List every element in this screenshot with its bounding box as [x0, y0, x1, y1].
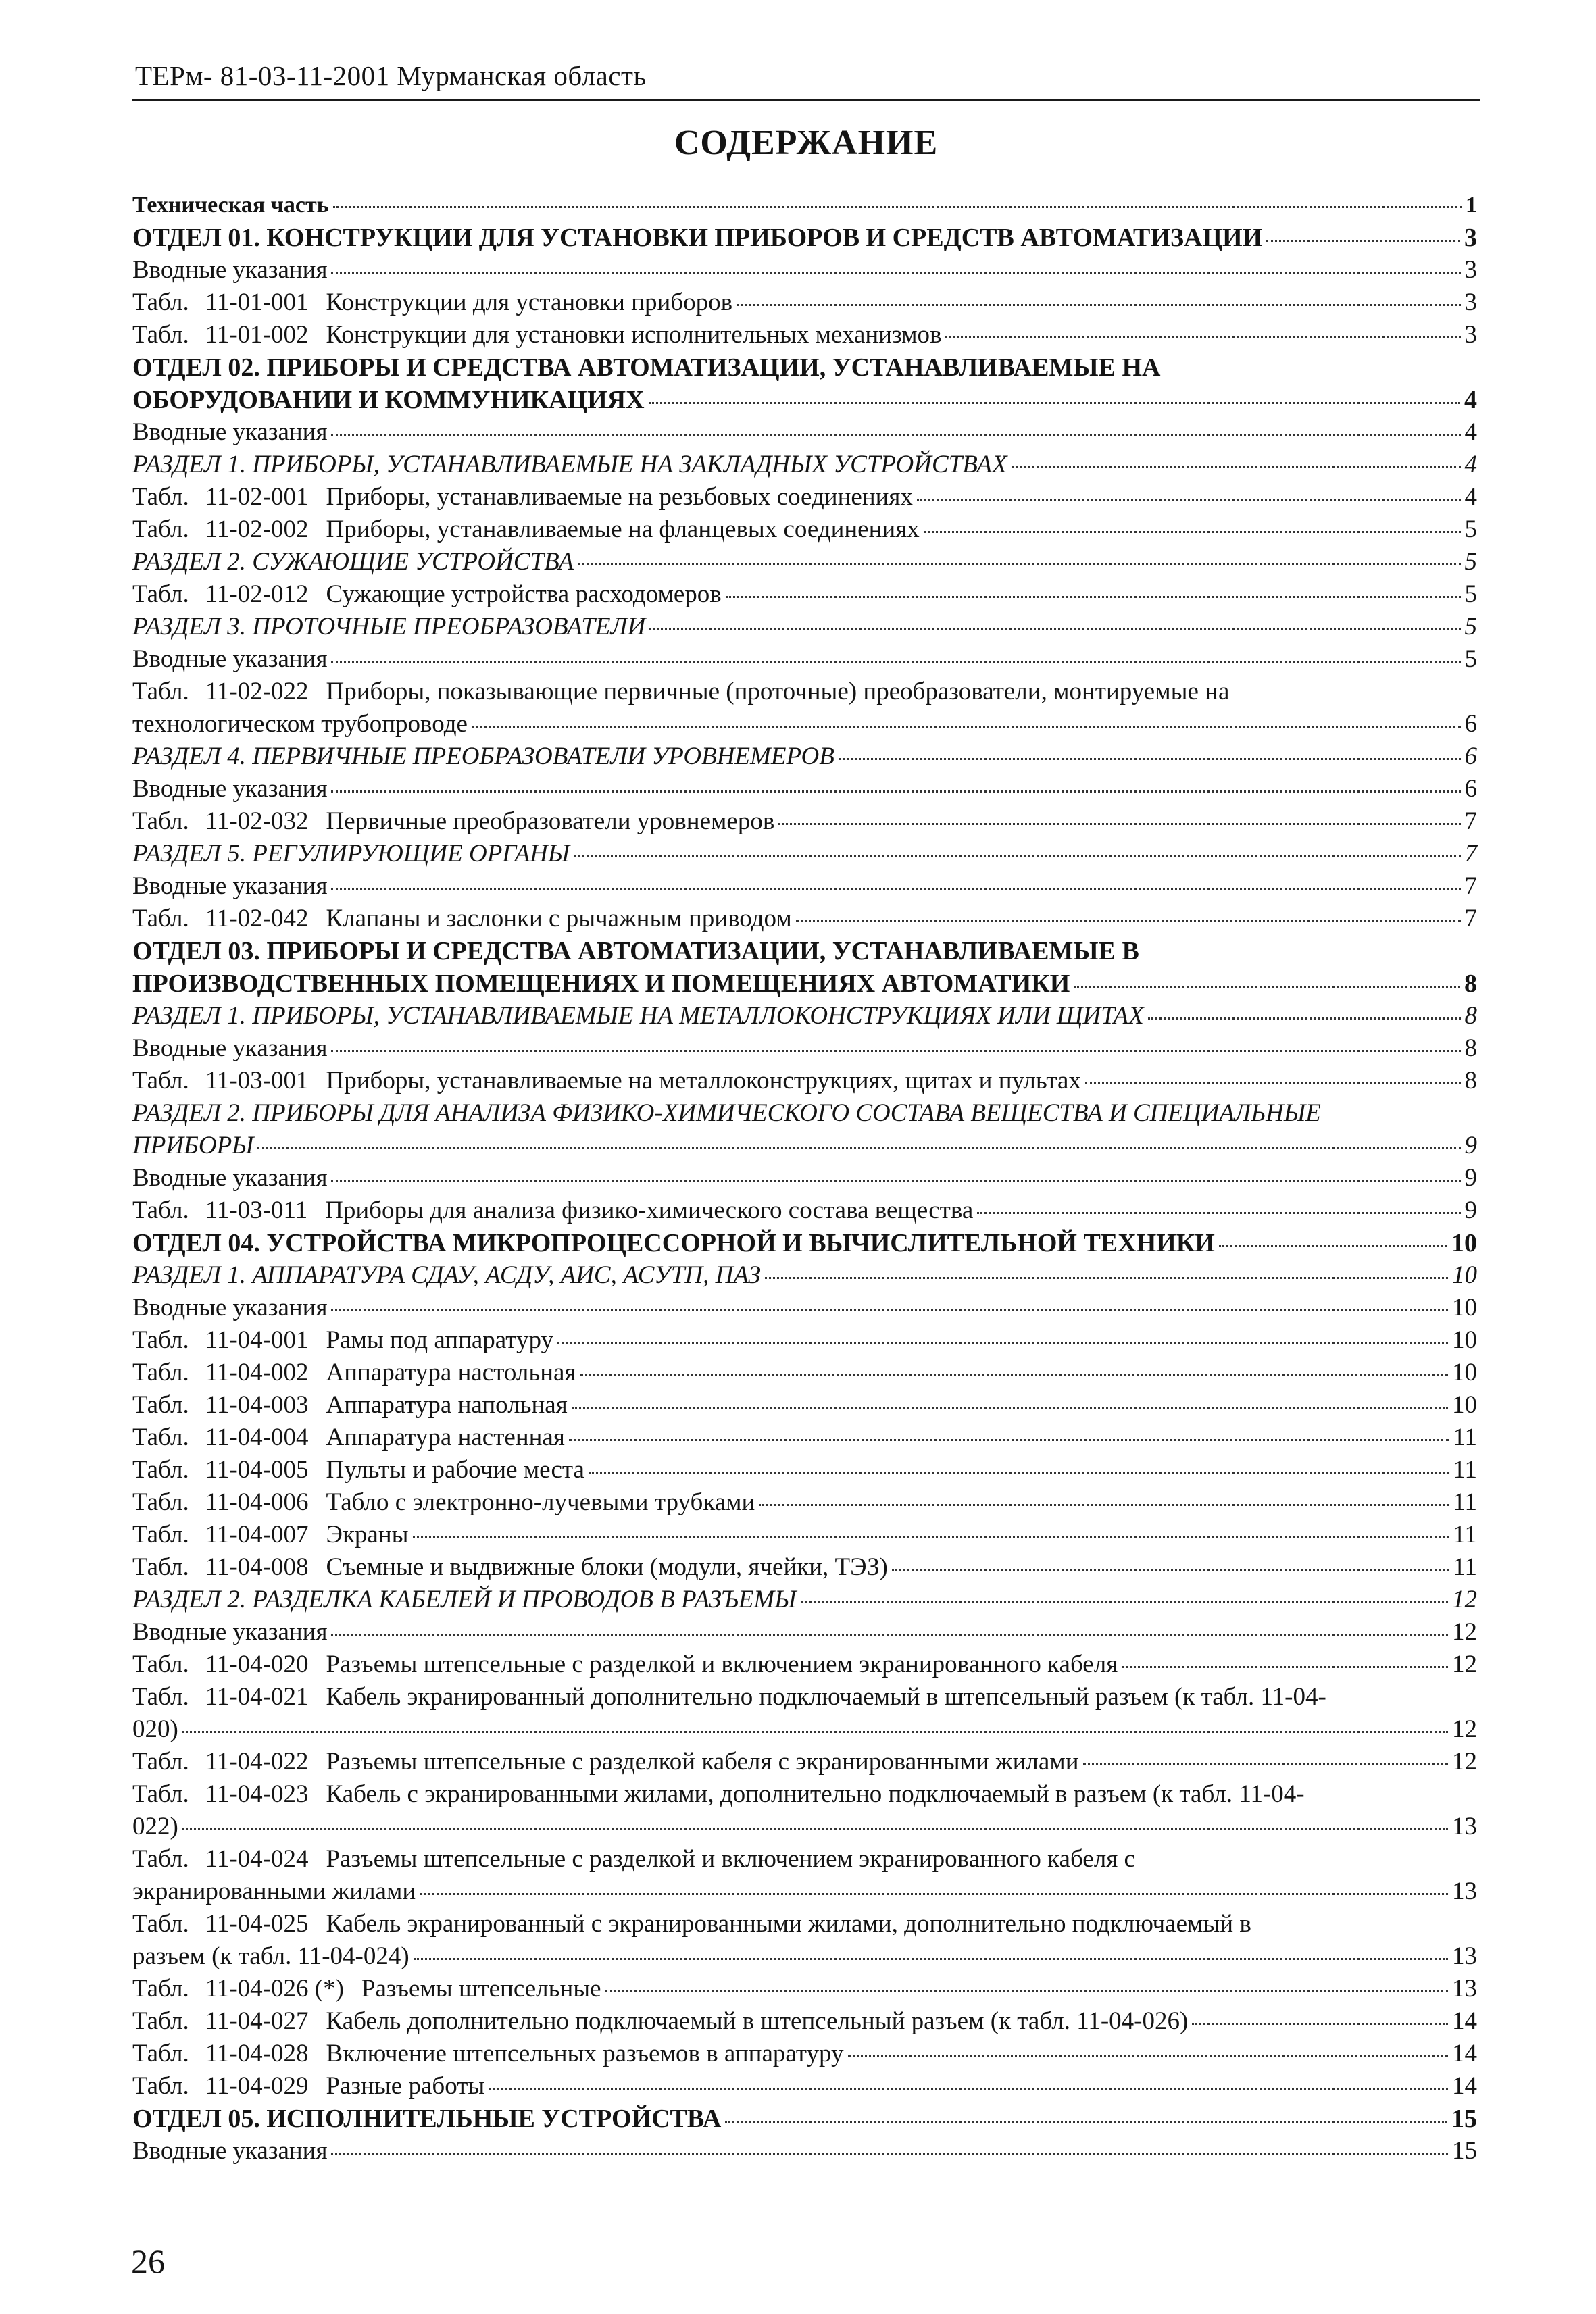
page-ref: 10 [1452, 1294, 1477, 1322]
toc-entry [132, 870, 1477, 903]
toc-entry [132, 1908, 1477, 1973]
dot-leader [1266, 240, 1460, 242]
dot-leader [331, 1050, 1460, 1052]
entry-title: РАЗДЕЛ 5. РЕГУЛИРУЮЩИЕ ОРГАНЫ [132, 840, 570, 867]
dot-leader [331, 1180, 1460, 1182]
page-ref: 7 [1464, 807, 1477, 835]
table-code: 11-02-022 [205, 678, 309, 705]
table-code: 11-04-006 [205, 1488, 309, 1516]
page-ref: 14 [1452, 2007, 1477, 2035]
table-prefix: Табл. [132, 483, 189, 511]
entry-title: Аппаратура настольная [326, 1359, 576, 1386]
page-ref: 13 [1452, 1878, 1477, 1905]
table-prefix: Табл. [132, 1391, 189, 1419]
table-prefix: Табл. [132, 1910, 189, 1938]
entry-title: Вводные указания [132, 418, 328, 446]
entry-continuation: ОБОРУДОВАНИИ И КОММУНИКАЦИЯХ [132, 386, 645, 414]
dot-leader [333, 206, 1462, 208]
entry-title: Вводные указания [132, 645, 328, 673]
toc-entry [132, 1584, 1477, 1616]
dot-leader [557, 1342, 1448, 1344]
dot-leader [580, 1374, 1449, 1376]
toc-entry [132, 1519, 1477, 1551]
entry-title: Вводные указания [132, 872, 328, 900]
entry-title: Разъемы штепсельные с разделкой и включением экранированного кабеля с [326, 1845, 1135, 1873]
dot-leader [331, 272, 1460, 274]
table-code: 11-04-021 [205, 1683, 309, 1711]
dot-leader [257, 1147, 1460, 1149]
entry-title: Съемные и выдвижные блоки (модули, ячейки, ТЭЗ) [326, 1553, 888, 1581]
dot-leader [1083, 1763, 1448, 1765]
dot-leader [796, 920, 1461, 922]
document-header: ТЕРм- 81-03-11-2001 Мурманская область [135, 60, 647, 91]
dot-leader [1122, 1666, 1448, 1668]
toc-entry [132, 2005, 1477, 2038]
toc-entry [132, 189, 1477, 222]
table-code: 11-04-024 [205, 1845, 309, 1873]
table-prefix: Табл. [132, 515, 189, 543]
table-code: 11-04-020 [205, 1651, 309, 1678]
dot-leader [892, 1569, 1449, 1571]
table-code: 11-01-002 [205, 321, 309, 349]
entry-title: РАЗДЕЛ 2. РАЗДЕЛКА КАБЕЛЕЙ И ПРОВОДОВ В РАЗЪЕМЫ [132, 1586, 797, 1613]
dot-leader [726, 596, 1461, 598]
page-ref: 10 [1452, 1359, 1477, 1386]
toc-entry [132, 1065, 1477, 1097]
entry-title: Первичные преобразователи уровнемеров [326, 807, 775, 835]
toc-entry [132, 935, 1477, 1000]
toc-entry [132, 2070, 1477, 2103]
dot-leader [649, 628, 1460, 630]
dot-leader [420, 1893, 1448, 1895]
page-ref: 9 [1464, 1164, 1477, 1192]
table-prefix: Табл. [132, 2072, 189, 2100]
page-ref: 15 [1451, 2105, 1477, 2133]
entry-title: Конструкции для установки исполнительных механизмов [326, 321, 942, 349]
toc-entry [132, 838, 1477, 870]
page-ref: 3 [1464, 256, 1477, 284]
page-ref: 10 [1452, 1326, 1477, 1354]
entry-title: Клапаны и заслонки с рычажным приводом [326, 905, 792, 932]
page-ref: 5 [1464, 580, 1477, 608]
table-prefix: Табл. [132, 321, 189, 349]
table-code: 11-04-022 [205, 1748, 309, 1776]
page-ref: 12 [1452, 1715, 1477, 1743]
toc-entry [132, 740, 1477, 773]
toc-entry [132, 319, 1477, 351]
toc-entry [132, 611, 1477, 643]
table-code: 11-04-003 [205, 1391, 309, 1419]
entry-title: Вводные указания [132, 775, 328, 803]
table-prefix: Табл. [132, 2007, 189, 2035]
entry-title: Техническая часть [132, 193, 329, 218]
entry-title: Приборы, устанавливаемые на металлоконструкциях, щитах и пультах [326, 1067, 1081, 1095]
dot-leader [917, 499, 1461, 501]
entry-title: Разъемы штепсельные [361, 1975, 601, 2003]
page-ref: 12 [1452, 1586, 1477, 1613]
dot-leader [1148, 1017, 1461, 1020]
toc-entry [132, 1000, 1477, 1032]
entry-title: Разъемы штепсельные с разделкой кабеля с экранированными жилами [326, 1748, 1079, 1776]
toc-entry [132, 1486, 1477, 1519]
entry-title: Вводные указания [132, 256, 328, 284]
entry-title: Разные работы [326, 2072, 485, 2100]
entry-title: Приборы для анализа физико-химического состава вещества [325, 1197, 974, 1224]
page-title: СОДЕРЖАНИЕ [674, 124, 939, 162]
entry-title: Кабель экранированный дополнительно подключаемый в штепсельный разъем (к табл. 11-04- [326, 1683, 1326, 1711]
page-ref: 10 [1451, 1229, 1477, 1257]
entry-continuation: экранированными жилами [132, 1878, 416, 1905]
toc-entry [132, 1973, 1477, 2005]
toc-entry [132, 1681, 1477, 1746]
dot-leader [182, 1828, 1448, 1830]
toc-entry [132, 1032, 1477, 1065]
entry-title: Кабель с экранированными жилами, дополнительно подключаемый в разъем (к табл. 11-04- [326, 1780, 1305, 1808]
table-prefix: Табл. [132, 1424, 189, 1451]
entry-title: Аппаратура настенная [326, 1424, 565, 1451]
toc-entry [132, 903, 1477, 935]
page-ref: 15 [1452, 2137, 1477, 2165]
dot-leader [182, 1731, 1448, 1733]
table-code: 11-04-007 [205, 1521, 309, 1549]
toc-entry [132, 1616, 1477, 1649]
page-ref: 6 [1464, 775, 1477, 803]
page-ref: 11 [1453, 1424, 1477, 1451]
table-prefix: Табл. [132, 1197, 189, 1224]
table-prefix: Табл. [132, 1845, 189, 1873]
entry-title: Кабель дополнительно подключаемый в штепсельный разъем (к табл. 11-04-026) [326, 2007, 1189, 2035]
dot-leader [331, 1309, 1448, 1311]
page-ref: 5 [1464, 515, 1477, 543]
table-code: 11-04-004 [205, 1424, 309, 1451]
entry-title: РАЗДЕЛ 2. СУЖАЮЩИЕ УСТРОЙСТВА [132, 548, 574, 576]
entry-title: Рамы под аппаратуру [326, 1326, 553, 1354]
toc-entry [132, 286, 1477, 319]
table-prefix: Табл. [132, 807, 189, 835]
toc-entry [132, 1422, 1477, 1454]
entry-title: Вводные указания [132, 1164, 328, 1192]
header-rule [132, 99, 1480, 101]
table-code: 11-02-012 [205, 580, 309, 608]
toc-entry [132, 676, 1477, 740]
table-prefix: Табл. [132, 288, 189, 316]
entry-title: Табло с электронно-лучевыми трубками [326, 1488, 755, 1516]
entry-title: Пульты и рабочие места [326, 1456, 584, 1484]
toc-entry [132, 1843, 1477, 1908]
entry-title: РАЗДЕЛ 1. АППАРАТУРА СДАУ, АСДУ, АИС, АСУТП, ПАЗ [132, 1261, 761, 1289]
page-ref: 12 [1452, 1651, 1477, 1678]
dot-leader [472, 726, 1461, 728]
table-code: 11-04-005 [205, 1456, 309, 1484]
toc-entry [132, 449, 1477, 481]
table-code: 11-02-032 [205, 807, 309, 835]
page-ref: 7 [1464, 905, 1477, 932]
page-ref: 5 [1464, 645, 1477, 673]
table-code: 11-01-001 [205, 288, 309, 316]
page-ref: 8 [1464, 1034, 1477, 1062]
table-code: 11-02-002 [205, 515, 309, 543]
page-ref: 8 [1464, 970, 1477, 998]
page-ref: 7 [1464, 840, 1477, 867]
dot-leader [413, 1536, 1449, 1538]
page-ref: 10 [1452, 1261, 1477, 1289]
dot-leader [489, 2088, 1448, 2090]
page-ref: 12 [1452, 1748, 1477, 1776]
page-ref: 8 [1464, 1067, 1477, 1095]
dot-leader [331, 1634, 1448, 1636]
toc-entry [132, 2038, 1477, 2070]
toc-entry [132, 773, 1477, 805]
page-ref: 8 [1464, 1002, 1477, 1030]
toc-entry [132, 1454, 1477, 1486]
table-code: 11-04-023 [205, 1780, 309, 1808]
entry-title: ОТДЕЛ 05. ИСПОЛНИТЕЛЬНЫЕ УСТРОЙСТВА [132, 2105, 722, 2133]
dot-leader [572, 1407, 1448, 1409]
page-ref: 13 [1452, 1975, 1477, 2003]
dot-leader [1012, 466, 1461, 468]
dot-leader [605, 1990, 1448, 1992]
table-code: 11-04-026 (*) [205, 1975, 344, 2003]
table-code: 11-03-011 [205, 1197, 308, 1224]
table-prefix: Табл. [132, 1521, 189, 1549]
dot-leader [725, 2121, 1447, 2123]
dot-leader [801, 1601, 1449, 1603]
page-ref: 10 [1452, 1391, 1477, 1419]
page-ref: 14 [1452, 2072, 1477, 2100]
dot-leader [1219, 1245, 1447, 1247]
page-ref: 6 [1464, 710, 1477, 738]
entry-title: ОТДЕЛ 02. ПРИБОРЫ И СРЕДСТВА АВТОМАТИЗАЦИИ, УСТАНАВЛИВАЕМЫЕ НА [132, 353, 1161, 382]
entry-title: РАЗДЕЛ 2. ПРИБОРЫ ДЛЯ АНАЛИЗА ФИЗИКО-ХИМИЧЕСКОГО СОСТАВА ВЕЩЕСТВА И СПЕЦИАЛЬНЫЕ [132, 1099, 1321, 1127]
page-ref: 12 [1452, 1618, 1477, 1646]
entry-title: Разъемы штепсельные с разделкой и включением экранированного кабеля [326, 1651, 1118, 1678]
toc-entry [132, 805, 1477, 838]
page-ref: 13 [1452, 1942, 1477, 1970]
table-code: 11-04-027 [205, 2007, 309, 2035]
dot-leader [649, 402, 1460, 404]
toc-entry [132, 1649, 1477, 1681]
entry-continuation: ПРИБОРЫ [132, 1132, 254, 1159]
dot-leader [759, 1504, 1449, 1506]
page-ref: 9 [1464, 1132, 1477, 1159]
dot-leader [839, 758, 1461, 760]
page-ref: 11 [1453, 1521, 1477, 1549]
toc-entry [132, 578, 1477, 611]
toc-entry [132, 1324, 1477, 1357]
page-ref: 11 [1453, 1456, 1477, 1484]
toc-entry [132, 254, 1477, 286]
page-ref: 5 [1464, 548, 1477, 576]
dot-leader [331, 661, 1460, 663]
dot-leader [578, 563, 1461, 565]
page-number: 26 [131, 2242, 165, 2280]
entry-continuation: ПРОИЗВОДСТВЕННЫХ ПОМЕЩЕНИЯХ И ПОМЕЩЕНИЯХ АВТОМАТИКИ [132, 970, 1070, 998]
toc-entry [132, 1389, 1477, 1422]
page-ref: 9 [1464, 1197, 1477, 1224]
page-ref: 13 [1452, 1813, 1477, 1840]
toc-entry [132, 1227, 1477, 1259]
entry-title: Экраны [326, 1521, 409, 1549]
toc-entry [132, 643, 1477, 676]
page-ref: 11 [1453, 1553, 1477, 1581]
entry-title: Конструкции для установки приборов [326, 288, 733, 316]
dot-leader [945, 336, 1460, 338]
entry-title: Вводные указания [132, 2137, 328, 2165]
page-ref: 11 [1453, 1488, 1477, 1516]
dot-leader [1074, 986, 1460, 988]
page-ref: 7 [1464, 872, 1477, 900]
dot-leader [569, 1439, 1449, 1441]
entry-continuation: разъем (к табл. 11-04-024) [132, 1942, 409, 1970]
entry-title: РАЗДЕЛ 3. ПРОТОЧНЫЕ ПРЕОБРАЗОВАТЕЛИ [132, 613, 646, 640]
table-code: 11-03-001 [205, 1067, 309, 1095]
dot-leader [848, 2055, 1448, 2057]
entry-title: РАЗДЕЛ 4. ПЕРВИЧНЫЕ ПРЕОБРАЗОВАТЕЛИ УРОВНЕМЕРОВ [132, 743, 834, 770]
table-prefix: Табл. [132, 1488, 189, 1516]
table-code: 11-02-001 [205, 483, 309, 511]
entry-title: Включение штепсельных разъемов в аппаратуру [326, 2040, 844, 2067]
entry-continuation: 020) [132, 1715, 178, 1743]
entry-title: Приборы, устанавливаемые на фланцевых соединениях [326, 515, 920, 543]
table-prefix: Табл. [132, 1359, 189, 1386]
toc-entry [132, 416, 1477, 449]
table-prefix: Табл. [132, 1326, 189, 1354]
toc-entry [132, 1194, 1477, 1227]
page-ref: 14 [1452, 2040, 1477, 2067]
entry-title: Приборы, показывающие первичные (проточные) преобразователи, монтируемые на [326, 678, 1230, 705]
entry-title: Вводные указания [132, 1034, 328, 1062]
dot-leader [737, 304, 1460, 306]
table-prefix: Табл. [132, 1975, 189, 2003]
entry-title: Аппаратура напольная [326, 1391, 568, 1419]
entry-title: РАЗДЕЛ 1. ПРИБОРЫ, УСТАНАВЛИВАЕМЫЕ НА ЗАКЛАДНЫХ УСТРОЙСТВАХ [132, 451, 1007, 478]
page-ref: 3 [1464, 288, 1477, 316]
toc-entry [132, 222, 1477, 254]
table-code: 11-02-042 [205, 905, 309, 932]
toc-entry [132, 2135, 1477, 2167]
dot-leader [589, 1472, 1449, 1474]
entry-title: ОТДЕЛ 01. КОНСТРУКЦИИ ДЛЯ УСТАНОВКИ ПРИБОРОВ И СРЕДСТВ АВТОМАТИЗАЦИИ [132, 224, 1263, 252]
table-prefix: Табл. [132, 1780, 189, 1808]
dot-leader [331, 2153, 1448, 2155]
entry-title: Кабель экранированный с экранированными жилами, дополнительно подключаемый в [326, 1910, 1251, 1938]
page-ref: 4 [1464, 451, 1477, 478]
dot-leader [574, 855, 1460, 857]
page-ref: 3 [1464, 224, 1477, 252]
toc-entry [132, 1551, 1477, 1584]
entry-continuation: технологическом трубопроводе [132, 710, 468, 738]
table-prefix: Табл. [132, 1553, 189, 1581]
toc-entry [132, 546, 1477, 578]
entry-title: Сужающие устройства расходомеров [326, 580, 722, 608]
toc-entry [132, 1746, 1477, 1778]
entry-title: Вводные указания [132, 1294, 328, 1322]
toc-entry [132, 513, 1477, 546]
toc-entry [132, 1162, 1477, 1194]
table-code: 11-04-028 [205, 2040, 309, 2067]
table-prefix: Табл. [132, 1683, 189, 1711]
toc-entry [132, 481, 1477, 513]
table-prefix: Табл. [132, 905, 189, 932]
page-ref: 3 [1464, 321, 1477, 349]
table-prefix: Табл. [132, 678, 189, 705]
table-prefix: Табл. [132, 580, 189, 608]
toc-entry [132, 351, 1477, 416]
dot-leader [765, 1277, 1448, 1279]
dot-leader [331, 790, 1460, 793]
table-code: 11-04-008 [205, 1553, 309, 1581]
page-ref: 1 [1466, 193, 1477, 218]
toc-entry [132, 2103, 1477, 2135]
page-ref: 4 [1464, 386, 1477, 414]
dot-leader [924, 531, 1461, 533]
entry-title: Вводные указания [132, 1618, 328, 1646]
page-ref: 4 [1464, 483, 1477, 511]
page-ref: 6 [1464, 743, 1477, 770]
table-code: 11-04-029 [205, 2072, 309, 2100]
dot-leader [1085, 1082, 1461, 1084]
table-prefix: Табл. [132, 2040, 189, 2067]
entry-title: РАЗДЕЛ 1. ПРИБОРЫ, УСТАНАВЛИВАЕМЫЕ НА МЕТАЛЛОКОНСТРУКЦИЯХ ИЛИ ЩИТАХ [132, 1002, 1144, 1030]
table-prefix: Табл. [132, 1067, 189, 1095]
table-code: 11-04-002 [205, 1359, 309, 1386]
entry-continuation: 022) [132, 1813, 178, 1840]
dot-leader [977, 1212, 1460, 1214]
dot-leader [414, 1958, 1448, 1960]
dot-leader [1192, 2023, 1448, 2025]
page-ref: 5 [1464, 613, 1477, 640]
entry-title: ОТДЕЛ 04. УСТРОЙСТВА МИКРОПРОЦЕССОРНОЙ И ВЫЧИСЛИТЕЛЬНОЙ ТЕХНИКИ [132, 1229, 1215, 1257]
dot-leader [331, 434, 1460, 436]
entry-title: ОТДЕЛ 03. ПРИБОРЫ И СРЕДСТВА АВТОМАТИЗАЦИИ, УСТАНАВЛИВАЕМЫЕ В [132, 937, 1139, 965]
entry-title: Приборы, устанавливаемые на резьбовых соединениях [326, 483, 913, 511]
dot-leader [331, 888, 1460, 890]
table-prefix: Табл. [132, 1651, 189, 1678]
page-ref: 4 [1464, 418, 1477, 446]
toc-entry [132, 1292, 1477, 1324]
dot-leader [778, 823, 1460, 825]
table-prefix: Табл. [132, 1456, 189, 1484]
table-code: 11-04-025 [205, 1910, 309, 1938]
toc-entry [132, 1778, 1477, 1843]
toc-entry [132, 1259, 1477, 1292]
table-code: 11-04-001 [205, 1326, 309, 1354]
toc-entry [132, 1357, 1477, 1389]
toc-entry [132, 1097, 1477, 1162]
table-prefix: Табл. [132, 1748, 189, 1776]
table-of-contents [132, 189, 1477, 2167]
